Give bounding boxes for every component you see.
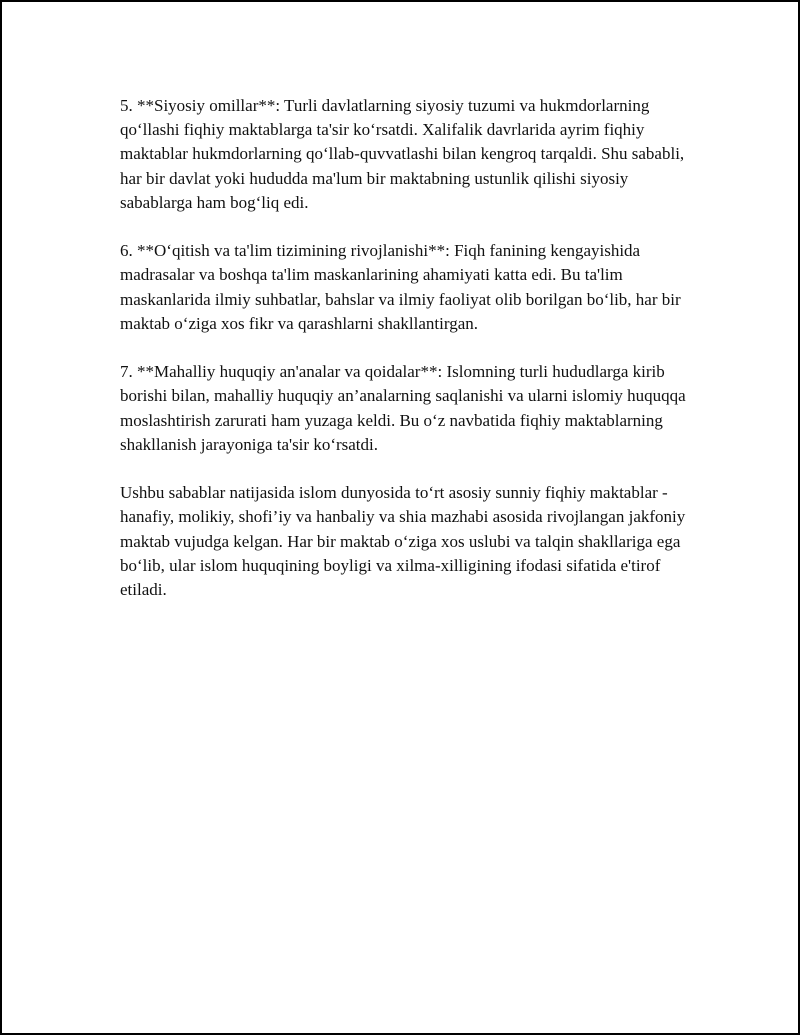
- paragraph-local-traditions: 7. **Mahalliy huquqiy an'analar va qoidalar**: Islomning turli hududlarga kirib borishi bilan, mahalliy huquqiy an’analarning saqlanishi va ularni islomiy huquqqa moslashtirish zarurati ham yuzaga keldi. Bu o‘z navbatida fiqhiy maktablarning shakllanish jarayoniga ta'sir ko‘rsatdi.: [120, 362, 686, 454]
- document-body: [120, 94, 700, 626]
- paragraph-education-system: 6. **O‘qitish va ta'lim tizimining rivojlanishi**: Fiqh fanining kengayishida madrasalar va boshqa ta'lim maskanlarining ahamiyati katta edi. Bu ta'lim maskanlarida ilmiy suhbatlar, bahslar va ilmiy faoliyat olib borilgan bo‘lib, har bir maktab o‘ziga xos fikr va qarashlarni shakllantirgan.: [120, 241, 681, 333]
- paragraph-conclusion: Ushbu sabablar natijasida islom dunyosida to‘rt asosiy sunniy fiqhiy maktablar - hanafiy, molikiy, shofi’iy va hanbaliy va shia mazhabi asosida rivojlangan jakfoniy maktab vujudga kelgan. Har bir maktab o‘ziga xos uslubi va talqin shakllariga ega bo‘lib, ular islom huquqining boyligi va xilma-xilligining ifodasi sifatida e'tirof etiladi.: [120, 483, 686, 600]
- paragraph-political-factors: 5. **Siyosiy omillar**: Turli davlatlarning siyosiy tuzumi va hukmdorlarning qo‘llashi fiqhiy maktablarga ta'sir ko‘rsatdi. Xalifalik davrlarida ayrim fiqhiy maktablar hukmdorlarning qo‘llab-quvvatlashi bilan kengroq tarqaldi. Shu sababli, har bir davlat yoki hududda ma'lum bir maktabning ustunlik qilishi siyosiy sabablarga ham bog‘liq edi.: [120, 96, 685, 212]
